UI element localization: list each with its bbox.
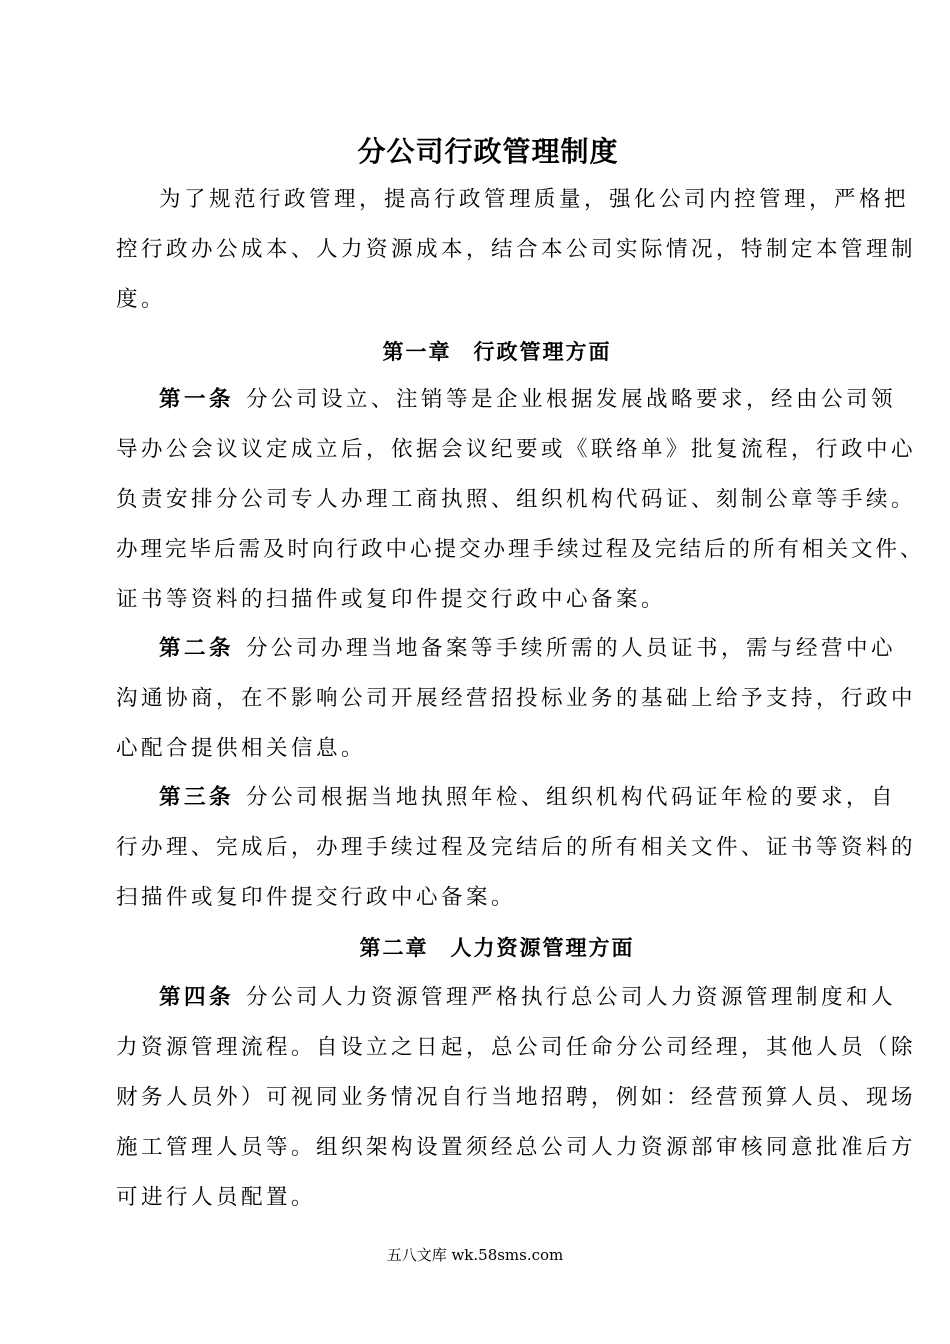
intro-line: 为了规范行政管理，提高行政管理质量，强化公司内控管理，严格把 — [159, 187, 910, 212]
article-label: 第四条 — [159, 985, 235, 1010]
article-line: 负责安排分公司专人办理工商执照、组织机构代码证、刻制公章等手续。 — [116, 487, 917, 512]
article-line — [159, 634, 896, 664]
article-line — [159, 385, 896, 415]
article-line — [159, 983, 896, 1013]
intro-line: 控行政办公成本、人力资源成本，结合本公司实际情况，特制定本管理制 — [116, 237, 917, 262]
article-text: 分公司根据当地执照年检、组织机构代码证年检的要求，自 — [246, 785, 897, 810]
article-line — [159, 783, 896, 813]
article-text: 分公司设立、注销等是企业根据发展战略要求，经由公司领 — [246, 387, 897, 412]
chapter-label: 第二章 — [359, 936, 429, 960]
chapter-heading — [0, 337, 950, 367]
article-label: 第二条 — [159, 636, 235, 661]
article-line: 沟通协商，在不影响公司开展经营招投标业务的基础上给予支持，行政中 — [116, 686, 917, 711]
article-line: 施工管理人员等。组织架构设置须经总公司人力资源部审核同意批准后方 — [116, 1135, 917, 1160]
article-line: 导办公会议议定成立后，依据会议纪要或《联络单》批复流程，行政中心 — [116, 437, 917, 462]
article-line: 可进行人员配置。 — [116, 1185, 317, 1210]
article-text: 分公司办理当地备案等手续所需的人员证书，需与经营中心 — [246, 636, 897, 661]
article-line: 财务人员外）可视同业务情况自行当地招聘，例如：经营预算人员、现场 — [116, 1085, 917, 1110]
article-label: 第一条 — [159, 387, 235, 412]
footer-watermark: 五八文库 wk.58sms.com — [386, 1246, 564, 1264]
article-line: 行办理、完成后，办理手续过程及完结后的所有相关文件、证书等资料的 — [116, 835, 917, 860]
article-line: 证书等资料的扫描件或复印件提交行政中心备案。 — [116, 587, 667, 612]
article-text: 分公司人力资源管理严格执行总公司人力资源管理制度和人 — [246, 985, 897, 1010]
document-title: 分公司行政管理制度 — [357, 135, 619, 168]
article-line: 扫描件或复印件提交行政中心备案。 — [116, 885, 517, 910]
chapter-label: 第一章 — [382, 340, 452, 364]
article-line: 办理完毕后需及时向行政中心提交办理手续过程及完结后的所有相关文件、 — [116, 537, 925, 562]
chapter-title: 行政管理方面 — [473, 340, 612, 364]
intro-line: 度。 — [116, 287, 167, 312]
chapter-title: 人力资源管理方面 — [450, 936, 635, 960]
chapter-heading — [0, 933, 950, 963]
article-label: 第三条 — [159, 785, 235, 810]
article-line: 心配合提供相关信息。 — [116, 736, 367, 761]
article-line: 力资源管理流程。自设立之日起，总公司任命分公司经理，其他人员（除 — [116, 1035, 917, 1060]
